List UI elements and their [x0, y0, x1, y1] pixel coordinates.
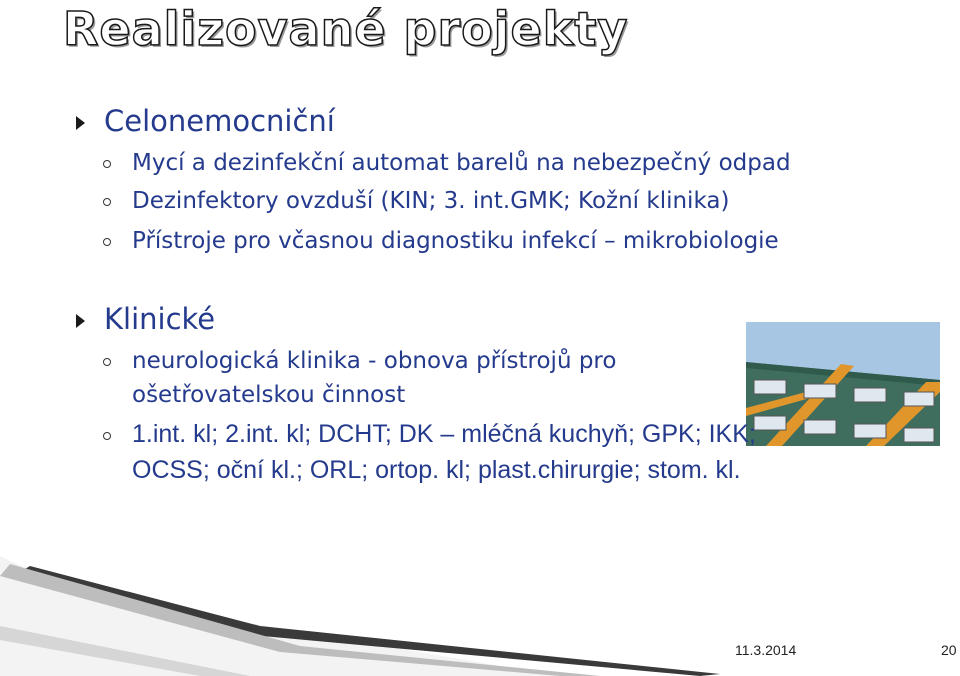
bullet-circle-icon: [103, 238, 111, 246]
list-item-line: neurologická klinika - obnova přístrojů pro: [132, 348, 617, 374]
decorative-swoosh: [0, 556, 960, 676]
bullet-circle-icon: [103, 198, 111, 206]
bullet-arrow-icon: [76, 314, 85, 328]
list-item: Mycí a dezinfekční automat barelů na nebezpečný odpad: [132, 150, 791, 176]
slide-title: Realizované projekty: [63, 2, 629, 56]
page-number: 20: [941, 642, 957, 658]
bullet-circle-icon: [103, 160, 111, 168]
list-item-line: ošetřovatelskou činnost: [132, 382, 406, 408]
section-heading: Celonemocniční: [104, 104, 335, 138]
bullet-arrow-icon: [76, 116, 85, 130]
list-item-line: 1.int. kl; 2.int. kl; DCHT; DK – mléčná kuchyň; GPK; IKK;: [132, 420, 756, 448]
footer-date: 11.3.2014: [735, 642, 797, 658]
section-heading: Klinické: [104, 302, 216, 336]
list-item: Přístroje pro včasnou diagnostiku infekcí – mikrobiologie: [132, 228, 779, 254]
building-photo: [746, 322, 940, 446]
list-item: Dezinfektory ovzduší (KIN; 3. int.GMK; Kožní klinika): [132, 188, 730, 214]
bullet-circle-icon: [103, 432, 111, 440]
list-item-line: OCSS; oční kl.; ORL; ortop. kl; plast.chirurgie; stom. kl.: [132, 456, 741, 484]
bullet-circle-icon: [103, 358, 111, 366]
